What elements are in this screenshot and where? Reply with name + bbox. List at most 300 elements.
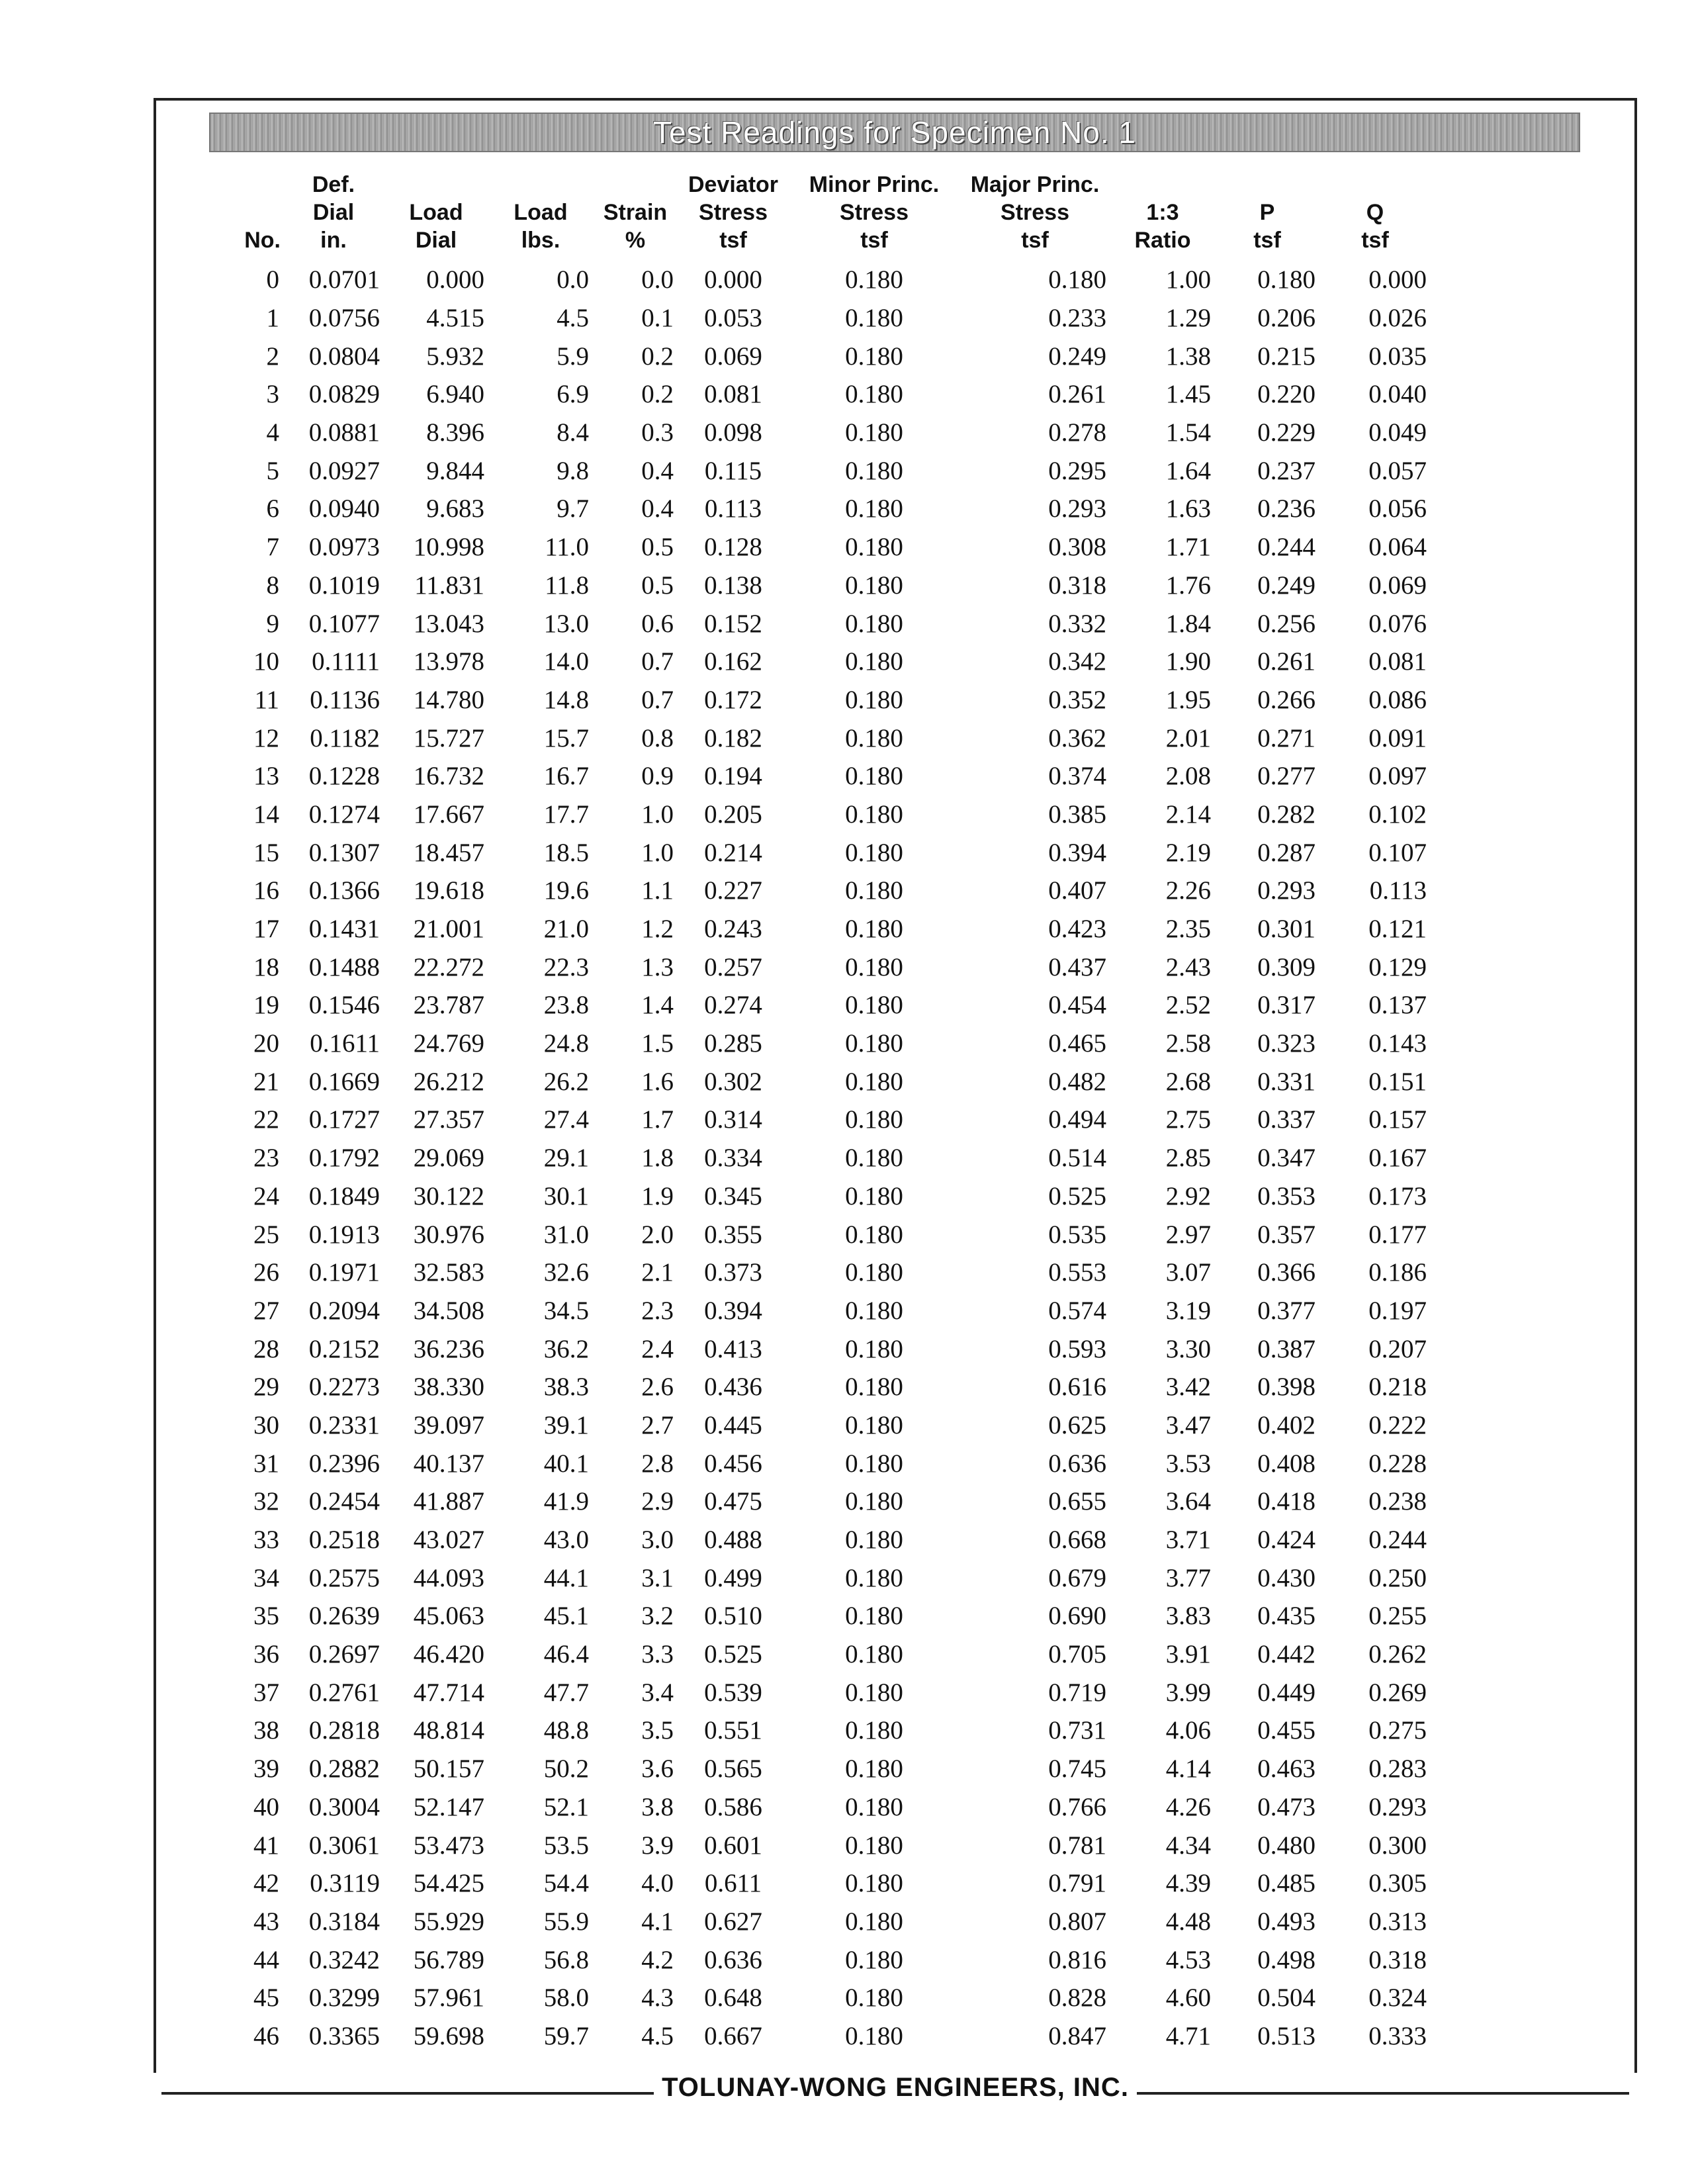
column-header-line: tsf xyxy=(1361,228,1389,253)
cell-load-dial: 56.789 xyxy=(413,1945,484,1974)
cell-ratio: 2.19 xyxy=(1165,838,1211,867)
cell-q: 0.151 xyxy=(1368,1067,1427,1096)
cell-no: 9 xyxy=(266,609,279,638)
cell-no: 28 xyxy=(253,1334,279,1363)
cell-def-dial: 0.2575 xyxy=(308,1563,380,1592)
cell-q: 0.283 xyxy=(1368,1754,1427,1784)
cell-q: 0.218 xyxy=(1368,1373,1427,1402)
cell-def-dial: 0.0940 xyxy=(308,494,380,523)
cell-def-dial: 0.0927 xyxy=(308,456,380,485)
cell-deviator-stress: 0.113 xyxy=(704,494,762,523)
cell-q: 0.222 xyxy=(1368,1410,1427,1439)
cell-def-dial: 0.1077 xyxy=(308,609,380,638)
cell-load-dial: 29.069 xyxy=(413,1144,484,1173)
cell-major-princ-stress: 0.342 xyxy=(1048,647,1106,676)
table-row xyxy=(209,1750,1431,1788)
table-row xyxy=(209,261,1431,299)
cell-load-dial: 45.063 xyxy=(413,1602,484,1631)
column-header-line: % xyxy=(625,228,646,253)
cell-major-princ-stress: 0.525 xyxy=(1048,1181,1106,1210)
cell-load-lbs: 6.9 xyxy=(557,380,589,409)
cell-load-lbs: 32.6 xyxy=(543,1258,589,1287)
cell-load-dial: 55.929 xyxy=(413,1907,484,1936)
cell-strain: 2.9 xyxy=(641,1487,674,1516)
cell-no: 36 xyxy=(253,1640,279,1669)
cell-strain: 0.4 xyxy=(641,456,674,485)
cell-p: 0.266 xyxy=(1257,685,1315,714)
cell-minor-princ-stress: 0.180 xyxy=(845,1029,903,1058)
cell-deviator-stress: 0.456 xyxy=(704,1449,762,1478)
cell-load-lbs: 48.8 xyxy=(543,1716,589,1745)
cell-load-dial: 16.732 xyxy=(413,762,484,791)
cell-major-princ-stress: 0.679 xyxy=(1048,1563,1106,1592)
cell-q: 0.076 xyxy=(1368,609,1427,638)
cell-deviator-stress: 0.243 xyxy=(704,915,762,944)
cell-ratio: 3.83 xyxy=(1165,1602,1211,1631)
cell-load-lbs: 53.5 xyxy=(543,1831,589,1860)
cell-deviator-stress: 0.138 xyxy=(704,570,762,600)
cell-minor-princ-stress: 0.180 xyxy=(845,1602,903,1631)
cell-minor-princ-stress: 0.180 xyxy=(845,533,903,562)
cell-strain: 3.4 xyxy=(641,1678,674,1707)
cell-major-princ-stress: 0.574 xyxy=(1048,1296,1106,1325)
cell-def-dial: 0.2818 xyxy=(308,1716,380,1745)
table-row xyxy=(209,490,1431,528)
cell-ratio: 4.60 xyxy=(1165,1983,1211,2013)
cell-deviator-stress: 0.413 xyxy=(704,1334,762,1363)
cell-load-dial: 6.940 xyxy=(426,380,484,409)
cell-no: 29 xyxy=(253,1373,279,1402)
cell-deviator-stress: 0.098 xyxy=(704,418,762,447)
cell-no: 7 xyxy=(266,533,279,562)
column-header-minor-princ-stress xyxy=(789,171,959,261)
cell-q: 0.300 xyxy=(1368,1831,1427,1860)
column-header-line xyxy=(212,199,281,226)
cell-q: 0.081 xyxy=(1368,647,1427,676)
cell-no: 23 xyxy=(253,1144,279,1173)
cell-load-dial: 4.515 xyxy=(426,304,484,333)
cell-major-princ-stress: 0.535 xyxy=(1048,1220,1106,1249)
cell-load-lbs: 24.8 xyxy=(543,1029,589,1058)
cell-strain: 0.9 xyxy=(641,762,674,791)
cell-no: 5 xyxy=(266,456,279,485)
cell-strain: 4.1 xyxy=(641,1907,674,1936)
table-row xyxy=(209,1788,1431,1827)
cell-no: 4 xyxy=(266,418,279,447)
cell-no: 12 xyxy=(253,723,279,752)
cell-strain: 1.6 xyxy=(641,1067,674,1096)
cell-load-dial: 59.698 xyxy=(413,2021,484,2050)
cell-load-dial: 19.618 xyxy=(413,876,484,905)
cell-strain: 3.8 xyxy=(641,1792,674,1821)
cell-q: 0.040 xyxy=(1368,380,1427,409)
cell-load-lbs: 22.3 xyxy=(543,952,589,981)
cell-minor-princ-stress: 0.180 xyxy=(845,876,903,905)
cell-load-dial: 34.508 xyxy=(413,1296,484,1325)
cell-deviator-stress: 0.355 xyxy=(704,1220,762,1249)
cell-load-lbs: 14.0 xyxy=(543,647,589,676)
cell-deviator-stress: 0.302 xyxy=(704,1067,762,1096)
cell-def-dial: 0.1849 xyxy=(308,1181,380,1210)
cell-def-dial: 0.2454 xyxy=(308,1487,380,1516)
table-row xyxy=(209,833,1431,872)
cell-p: 0.249 xyxy=(1257,570,1315,600)
cell-strain: 1.8 xyxy=(641,1144,674,1173)
cell-major-princ-stress: 0.781 xyxy=(1048,1831,1106,1860)
cell-load-lbs: 58.0 xyxy=(543,1983,589,2013)
cell-ratio: 1.29 xyxy=(1165,304,1211,333)
cell-p: 0.317 xyxy=(1257,991,1315,1020)
cell-minor-princ-stress: 0.180 xyxy=(845,265,903,295)
cell-strain: 0.6 xyxy=(641,609,674,638)
cell-no: 38 xyxy=(253,1716,279,1745)
cell-def-dial: 0.1669 xyxy=(308,1067,380,1096)
cell-load-dial: 26.212 xyxy=(413,1067,484,1096)
cell-no: 14 xyxy=(253,799,279,829)
cell-p: 0.504 xyxy=(1257,1983,1315,2013)
cell-def-dial: 0.1228 xyxy=(308,762,380,791)
cell-ratio: 3.42 xyxy=(1165,1373,1211,1402)
table-row xyxy=(209,757,1431,796)
cell-p: 0.244 xyxy=(1257,533,1315,562)
column-header-deviator-stress xyxy=(678,171,789,261)
cell-strain: 0.5 xyxy=(641,533,674,562)
cell-p: 0.206 xyxy=(1257,304,1315,333)
cell-ratio: 2.35 xyxy=(1165,915,1211,944)
cell-major-princ-stress: 0.407 xyxy=(1048,876,1106,905)
cell-major-princ-stress: 0.394 xyxy=(1048,838,1106,867)
cell-load-dial: 39.097 xyxy=(413,1410,484,1439)
cell-ratio: 1.95 xyxy=(1165,685,1211,714)
table-row xyxy=(209,796,1431,834)
cell-major-princ-stress: 0.553 xyxy=(1048,1258,1106,1287)
cell-deviator-stress: 0.667 xyxy=(704,2021,762,2050)
cell-q: 0.097 xyxy=(1368,762,1427,791)
cell-no: 41 xyxy=(253,1831,279,1860)
cell-def-dial: 0.3184 xyxy=(308,1907,380,1936)
page-title: Test Readings for Specimen No. 1 xyxy=(652,115,1137,150)
cell-def-dial: 0.1274 xyxy=(308,799,380,829)
cell-load-lbs: 23.8 xyxy=(543,991,589,1020)
cell-minor-princ-stress: 0.180 xyxy=(845,1640,903,1669)
cell-minor-princ-stress: 0.180 xyxy=(845,1831,903,1860)
cell-ratio: 2.92 xyxy=(1165,1181,1211,1210)
table-row xyxy=(209,1559,1431,1597)
column-header-line: tsf xyxy=(719,228,747,253)
cell-ratio: 3.07 xyxy=(1165,1258,1211,1287)
cell-load-lbs: 5.9 xyxy=(557,341,589,371)
cell-deviator-stress: 0.539 xyxy=(704,1678,762,1707)
cell-load-lbs: 43.0 xyxy=(543,1525,589,1555)
cell-load-lbs: 44.1 xyxy=(543,1563,589,1592)
cell-deviator-stress: 0.436 xyxy=(704,1373,762,1402)
cell-strain: 2.3 xyxy=(641,1296,674,1325)
cell-deviator-stress: 0.488 xyxy=(704,1525,762,1555)
cell-def-dial: 0.1611 xyxy=(310,1029,380,1058)
cell-no: 17 xyxy=(253,915,279,944)
column-header-load-dial xyxy=(384,171,488,261)
cell-major-princ-stress: 0.690 xyxy=(1048,1602,1106,1631)
cell-major-princ-stress: 0.668 xyxy=(1048,1525,1106,1555)
cell-deviator-stress: 0.345 xyxy=(704,1181,762,1210)
cell-load-lbs: 40.1 xyxy=(543,1449,589,1478)
cell-q: 0.000 xyxy=(1368,265,1427,295)
cell-load-lbs: 18.5 xyxy=(543,838,589,867)
table-row xyxy=(209,1177,1431,1216)
cell-ratio: 4.34 xyxy=(1165,1831,1211,1860)
cell-minor-princ-stress: 0.180 xyxy=(845,952,903,981)
cell-ratio: 3.77 xyxy=(1165,1563,1211,1592)
cell-minor-princ-stress: 0.180 xyxy=(845,1716,903,1745)
cell-no: 44 xyxy=(253,1945,279,1974)
cell-p: 0.366 xyxy=(1257,1258,1315,1287)
cell-p: 0.480 xyxy=(1257,1831,1315,1860)
cell-load-dial: 23.787 xyxy=(413,991,484,1020)
cell-p: 0.261 xyxy=(1257,647,1315,676)
cell-def-dial: 0.1727 xyxy=(308,1105,380,1134)
cell-p: 0.463 xyxy=(1257,1754,1315,1784)
cell-load-lbs: 52.1 xyxy=(543,1792,589,1821)
cell-p: 0.282 xyxy=(1257,799,1315,829)
cell-ratio: 2.08 xyxy=(1165,762,1211,791)
cell-load-dial: 32.583 xyxy=(413,1258,484,1287)
table-row xyxy=(209,299,1431,338)
cell-load-lbs: 0.0 xyxy=(557,265,589,295)
cell-q: 0.318 xyxy=(1368,1945,1427,1974)
cell-q: 0.186 xyxy=(1368,1258,1427,1287)
cell-def-dial: 0.1431 xyxy=(308,915,380,944)
cell-load-dial: 18.457 xyxy=(413,838,484,867)
cell-load-dial: 15.727 xyxy=(413,723,484,752)
column-header-line xyxy=(386,171,486,199)
cell-strain: 1.2 xyxy=(641,915,674,944)
cell-major-princ-stress: 0.514 xyxy=(1048,1144,1106,1173)
cell-load-lbs: 47.7 xyxy=(543,1678,589,1707)
cell-def-dial: 0.1366 xyxy=(308,876,380,905)
column-header-def-dial xyxy=(283,171,384,261)
cell-p: 0.435 xyxy=(1257,1602,1315,1631)
cell-strain: 0.7 xyxy=(641,685,674,714)
cell-no: 30 xyxy=(253,1410,279,1439)
cell-strain: 3.5 xyxy=(641,1716,674,1745)
cell-p: 0.353 xyxy=(1257,1181,1315,1210)
cell-major-princ-stress: 0.482 xyxy=(1048,1067,1106,1096)
cell-minor-princ-stress: 0.180 xyxy=(845,1754,903,1784)
cell-q: 0.255 xyxy=(1368,1602,1427,1631)
cell-p: 0.237 xyxy=(1257,456,1315,485)
cell-q: 0.113 xyxy=(1369,876,1427,905)
header-row xyxy=(209,171,1431,261)
table-row xyxy=(209,1215,1431,1253)
cell-q: 0.049 xyxy=(1368,418,1427,447)
table-row xyxy=(209,1139,1431,1177)
cell-load-lbs: 15.7 xyxy=(543,723,589,752)
cell-strain: 4.2 xyxy=(641,1945,674,1974)
cell-p: 0.309 xyxy=(1257,952,1315,981)
cell-ratio: 3.47 xyxy=(1165,1410,1211,1439)
cell-def-dial: 0.1971 xyxy=(308,1258,380,1287)
cell-p: 0.498 xyxy=(1257,1945,1315,1974)
column-header-line xyxy=(491,171,590,199)
cell-major-princ-stress: 0.816 xyxy=(1048,1945,1106,1974)
cell-minor-princ-stress: 0.180 xyxy=(845,1220,903,1249)
cell-p: 0.493 xyxy=(1257,1907,1315,1936)
column-header-line xyxy=(1218,171,1317,199)
cell-load-lbs: 50.2 xyxy=(543,1754,589,1784)
table-row xyxy=(209,1903,1431,1941)
cell-deviator-stress: 0.525 xyxy=(704,1640,762,1669)
cell-no: 15 xyxy=(253,838,279,867)
cell-ratio: 3.30 xyxy=(1165,1334,1211,1363)
cell-load-lbs: 56.8 xyxy=(543,1945,589,1974)
cell-strain: 2.6 xyxy=(641,1373,674,1402)
cell-strain: 3.6 xyxy=(641,1754,674,1784)
cell-q: 0.262 xyxy=(1368,1640,1427,1669)
cell-q: 0.333 xyxy=(1368,2021,1427,2050)
cell-q: 0.086 xyxy=(1368,685,1427,714)
cell-major-princ-stress: 0.385 xyxy=(1048,799,1106,829)
cell-p: 0.418 xyxy=(1257,1487,1315,1516)
cell-ratio: 1.54 xyxy=(1165,418,1211,447)
cell-strain: 1.5 xyxy=(641,1029,674,1058)
cell-q: 0.167 xyxy=(1368,1144,1427,1173)
cell-strain: 2.0 xyxy=(641,1220,674,1249)
cell-deviator-stress: 0.510 xyxy=(704,1602,762,1631)
cell-deviator-stress: 0.373 xyxy=(704,1258,762,1287)
cell-deviator-stress: 0.636 xyxy=(704,1945,762,1974)
cell-minor-princ-stress: 0.180 xyxy=(845,341,903,371)
cell-no: 46 xyxy=(253,2021,279,2050)
cell-load-dial: 21.001 xyxy=(413,915,484,944)
cell-def-dial: 0.0881 xyxy=(308,418,380,447)
cell-deviator-stress: 0.053 xyxy=(704,304,762,333)
cell-no: 21 xyxy=(253,1067,279,1096)
cell-q: 0.238 xyxy=(1368,1487,1427,1516)
cell-load-dial: 53.473 xyxy=(413,1831,484,1860)
cell-load-dial: 17.667 xyxy=(413,799,484,829)
cell-major-princ-stress: 0.293 xyxy=(1048,494,1106,523)
cell-def-dial: 0.2697 xyxy=(308,1640,380,1669)
cell-minor-princ-stress: 0.180 xyxy=(845,380,903,409)
cell-load-dial: 9.844 xyxy=(426,456,484,485)
column-header-line: Stress xyxy=(699,200,768,225)
cell-no: 45 xyxy=(253,1983,279,2013)
cell-ratio: 2.68 xyxy=(1165,1067,1211,1096)
cell-ratio: 4.06 xyxy=(1165,1716,1211,1745)
cell-load-dial: 48.814 xyxy=(413,1716,484,1745)
cell-strain: 2.7 xyxy=(641,1410,674,1439)
column-header-line: Dial xyxy=(415,228,457,253)
table-row xyxy=(209,1521,1431,1559)
cell-load-lbs: 16.7 xyxy=(543,762,589,791)
cell-p: 0.301 xyxy=(1257,915,1315,944)
cell-load-dial: 46.420 xyxy=(413,1640,484,1669)
cell-def-dial: 0.1488 xyxy=(308,952,380,981)
cell-ratio: 3.99 xyxy=(1165,1678,1211,1707)
cell-deviator-stress: 0.214 xyxy=(704,838,762,867)
column-header-line: 1:3 xyxy=(1146,200,1179,225)
cell-q: 0.305 xyxy=(1368,1869,1427,1898)
cell-p: 0.387 xyxy=(1257,1334,1315,1363)
cell-major-princ-stress: 0.828 xyxy=(1048,1983,1106,2013)
cell-load-lbs: 41.9 xyxy=(543,1487,589,1516)
column-header-no xyxy=(209,171,283,261)
table-row xyxy=(209,1597,1431,1635)
table-row xyxy=(209,1253,1431,1292)
cell-major-princ-stress: 0.423 xyxy=(1048,915,1106,944)
cell-strain: 0.7 xyxy=(641,647,674,676)
cell-strain: 2.1 xyxy=(641,1258,674,1287)
cell-minor-princ-stress: 0.180 xyxy=(845,1525,903,1555)
cell-def-dial: 0.2152 xyxy=(308,1334,380,1363)
cell-no: 40 xyxy=(253,1792,279,1821)
company-name: TOLUNAY-WONG ENGINEERS, INC. xyxy=(662,2072,1129,2102)
cell-ratio: 2.14 xyxy=(1165,799,1211,829)
cell-load-dial: 43.027 xyxy=(413,1525,484,1555)
cell-q: 0.228 xyxy=(1368,1449,1427,1478)
table-row xyxy=(209,451,1431,490)
readings-table xyxy=(209,171,1431,2055)
cell-deviator-stress: 0.551 xyxy=(704,1716,762,1745)
cell-deviator-stress: 0.475 xyxy=(704,1487,762,1516)
cell-ratio: 1.00 xyxy=(1165,265,1211,295)
cell-load-lbs: 29.1 xyxy=(543,1144,589,1173)
cell-major-princ-stress: 0.278 xyxy=(1048,418,1106,447)
cell-load-lbs: 46.4 xyxy=(543,1640,589,1669)
cell-p: 0.256 xyxy=(1257,609,1315,638)
cell-def-dial: 0.2639 xyxy=(308,1602,380,1631)
cell-q: 0.293 xyxy=(1368,1792,1427,1821)
cell-no: 35 xyxy=(253,1602,279,1631)
cell-strain: 1.0 xyxy=(641,838,674,867)
cell-p: 0.473 xyxy=(1257,1792,1315,1821)
cell-deviator-stress: 0.162 xyxy=(704,647,762,676)
cell-p: 0.424 xyxy=(1257,1525,1315,1555)
cell-load-lbs: 30.1 xyxy=(543,1181,589,1210)
cell-ratio: 4.26 xyxy=(1165,1792,1211,1821)
cell-no: 25 xyxy=(253,1220,279,1249)
cell-deviator-stress: 0.205 xyxy=(704,799,762,829)
table-row xyxy=(209,643,1431,681)
cell-load-lbs: 55.9 xyxy=(543,1907,589,1936)
cell-def-dial: 0.2273 xyxy=(308,1373,380,1402)
cell-deviator-stress: 0.194 xyxy=(704,762,762,791)
cell-no: 42 xyxy=(253,1869,279,1898)
cell-major-princ-stress: 0.636 xyxy=(1048,1449,1106,1478)
cell-def-dial: 0.3061 xyxy=(308,1831,380,1860)
cell-load-dial: 30.122 xyxy=(413,1181,484,1210)
table-row xyxy=(209,1062,1431,1101)
cell-p: 0.215 xyxy=(1257,341,1315,371)
cell-load-dial: 14.780 xyxy=(413,685,484,714)
cell-load-dial: 9.683 xyxy=(426,494,484,523)
cell-def-dial: 0.2331 xyxy=(308,1410,380,1439)
cell-q: 0.197 xyxy=(1368,1296,1427,1325)
cell-load-dial: 40.137 xyxy=(413,1449,484,1478)
cell-load-lbs: 36.2 xyxy=(543,1334,589,1363)
table-row xyxy=(209,1635,1431,1674)
cell-no: 6 xyxy=(266,494,279,523)
table-row xyxy=(209,1826,1431,1864)
cell-minor-princ-stress: 0.180 xyxy=(845,456,903,485)
table-row xyxy=(209,986,1431,1024)
cell-major-princ-stress: 0.766 xyxy=(1048,1792,1106,1821)
cell-strain: 3.1 xyxy=(641,1563,674,1592)
cell-minor-princ-stress: 0.180 xyxy=(845,1563,903,1592)
cell-deviator-stress: 0.182 xyxy=(704,723,762,752)
cell-load-lbs: 11.0 xyxy=(545,533,589,562)
cell-minor-princ-stress: 0.180 xyxy=(845,609,903,638)
